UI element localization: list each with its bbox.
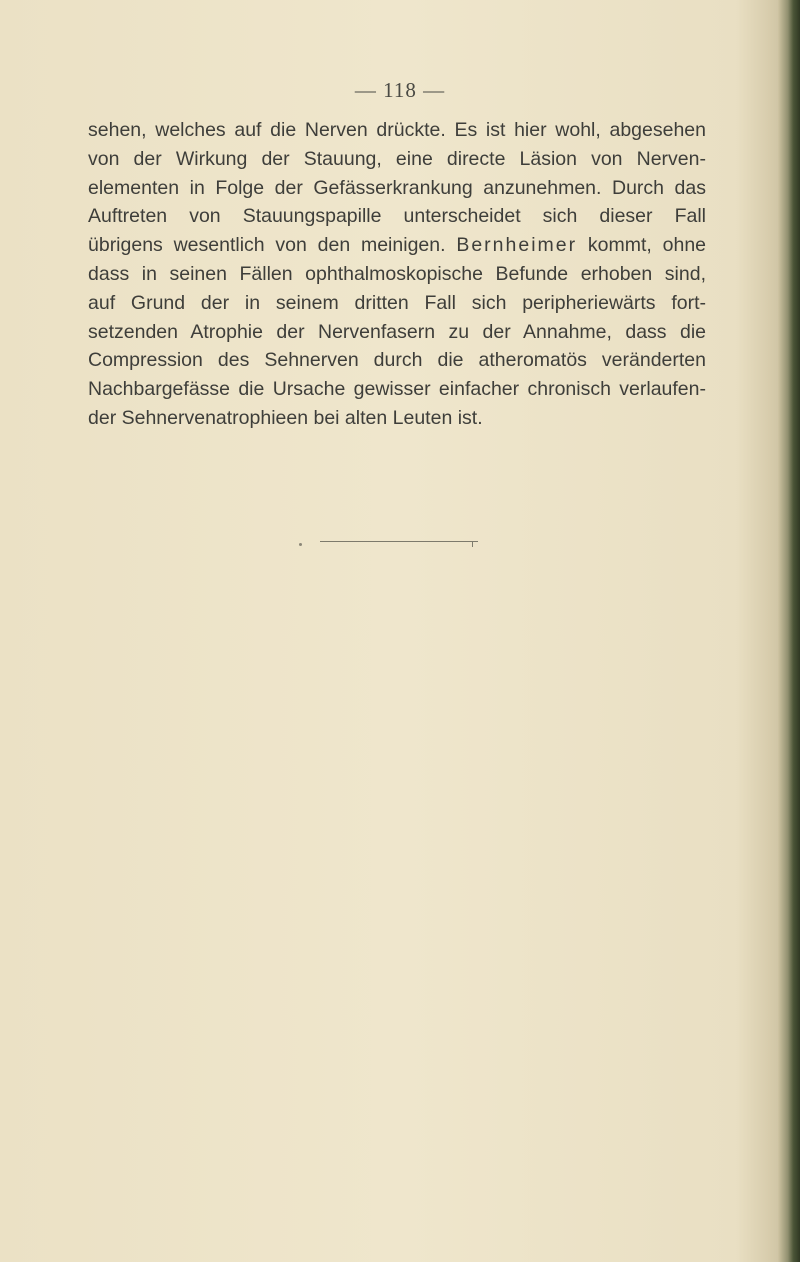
text-line-2: von der Wirkung der Stauung, eine directe Läsion von Nerven- xyxy=(88,147,706,170)
text-line-3: elementen in Folge der Gefässerkrankung anzunehmen. Durch das xyxy=(88,176,706,199)
body-paragraph xyxy=(88,116,706,433)
section-end-rule-tick xyxy=(472,541,473,547)
text-line-4: Auftreten von Stauungspapille unterscheidet sich dieser Fall xyxy=(88,205,706,228)
text-line-6: dass in seinen Fällen ophthalmoskopische Befunde erhoben sind, xyxy=(88,262,706,285)
text-line-11: der Sehnervenatrophieen bei alten Leuten ist. xyxy=(88,406,483,429)
page-number: — 118 — xyxy=(354,78,446,102)
author-name: Bernheimer xyxy=(456,234,578,257)
text-line-10: Nachbargefässe die Ursache gewisser einfacher chronisch verlaufen- xyxy=(88,378,706,401)
text-line-8: setzenden Atrophie der Nervenfasern zu der Annahme, dass die xyxy=(88,320,706,343)
text-line-5-end: kommt, ohne xyxy=(587,234,707,257)
page-edge-shadow xyxy=(778,0,800,1262)
text-line-7: auf Grund der in seinem dritten Fall sich peripheriewärts fort- xyxy=(88,291,706,314)
text-line-5-start: übrigens wesentlich von den meinigen. xyxy=(88,234,446,257)
rule-dot xyxy=(299,543,302,546)
text-line-5 xyxy=(88,231,706,260)
section-end-rule xyxy=(320,541,478,542)
text-line-9: Compression des Sehnerven durch die atheromatös veränderten xyxy=(88,349,706,372)
text-line-1: sehen, welches auf die Nerven drückte. Es ist hier wohl, abgesehen xyxy=(88,119,706,141)
